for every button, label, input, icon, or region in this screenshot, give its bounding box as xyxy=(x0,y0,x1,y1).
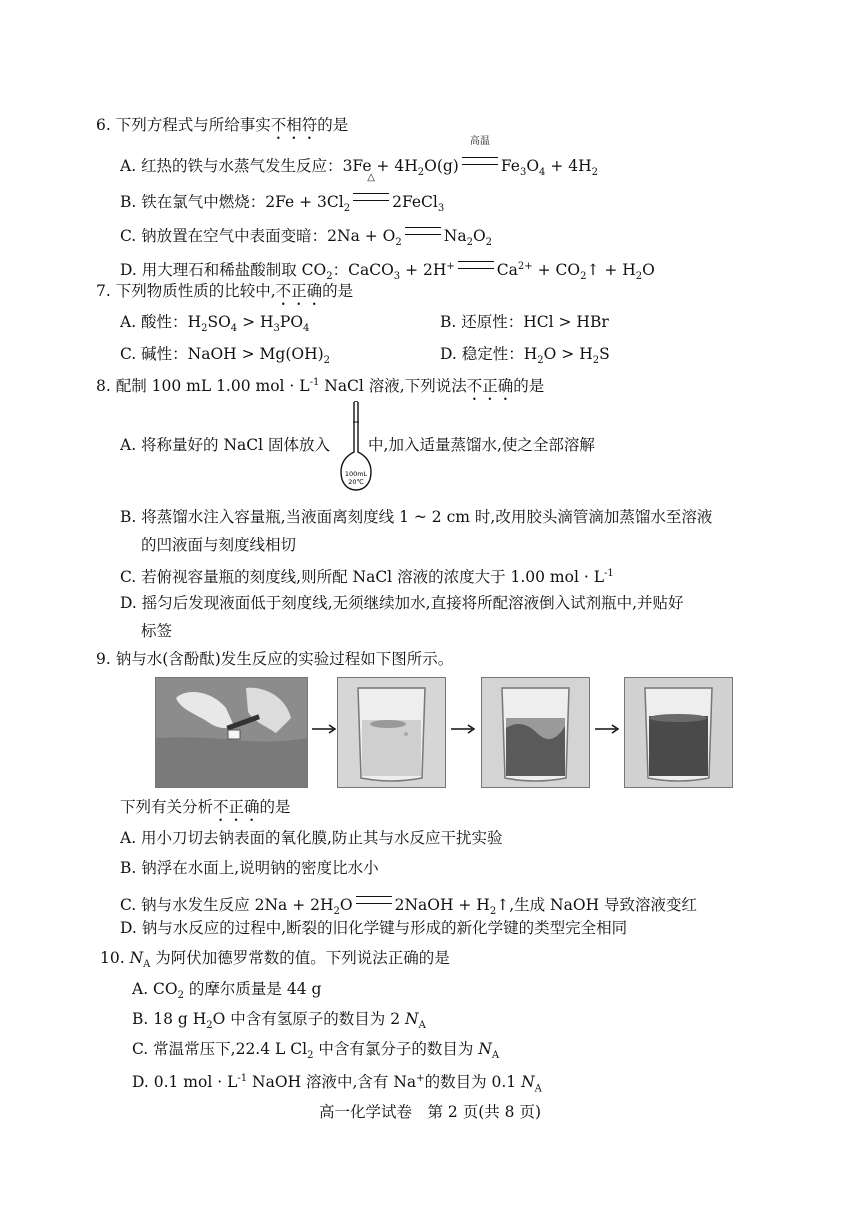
beaker-3-image xyxy=(625,678,732,787)
photo-beaker-3 xyxy=(624,677,733,788)
page-footer: 高一化学试卷 第 2 页(共 8 页) xyxy=(318,1103,542,1121)
q6-option-d: D. 用大理石和稀盐酸制取 $CO_2$：CaCO$_3$ + 2H+ $Ca^{2+}$ + $CO_2↑ + H_2O$ xyxy=(120,260,655,283)
q6-option-a: A. 红热的铁与水蒸气发生反应：$3Fe + 4H_2O(g)$ 高温 $Fe_3O_4 + 4H_2$ xyxy=(120,136,599,179)
q10-option-c: C. 常温常压下,22.4 L $Cl_2$ 中含有氯分子的数目为 $N_A$ xyxy=(132,1040,500,1062)
volumetric-flask-icon xyxy=(338,400,374,492)
q8-stem: 8. 配制 100 mL 1.00 mol · $L^{-1}$ NaCl 溶液,下列说法不正确的是 xyxy=(96,377,545,396)
q8-option-d-line2: 标签 xyxy=(141,622,173,640)
q8-option-c: C. 若俯视容量瓶的刻度线,则所配 NaCl 溶液的浓度大于 1.00 mol · $L^{-1}$ xyxy=(120,568,614,587)
q9-stem: 9. 钠与水(含酚酞)发生反应的实验过程如下图所示。 xyxy=(96,650,454,668)
q9-option-b: B. 钠浮在水面上,说明钠的密度比水小 xyxy=(120,859,379,877)
q9-option-a: A. 用小刀切去钠表面的氧化膜,防止其与水反应干扰实验 xyxy=(120,829,503,847)
q8-option-d-line1: D. 摇匀后发现液面低于刻度线,无须继续加水,直接将所配溶液倒入试剂瓶中,并贴好 xyxy=(120,594,684,612)
photo-beaker-1 xyxy=(337,677,446,788)
q8-option-a: A. 将称量好的 NaCl 固体放入 中,加入适量蒸馏水,使之全部溶解 xyxy=(120,436,595,454)
q6-option-c: C. 钠放置在空气中表面变暗：$2Na + O_2$ $Na_2O_2$ xyxy=(120,227,493,249)
arrow-right-icon xyxy=(594,722,620,736)
beaker-1-image xyxy=(338,678,445,787)
beaker-2-image xyxy=(482,678,589,787)
q7-stem: 7. 下列物质性质的比较中,不正确的是 xyxy=(96,282,354,300)
q10-option-d: D. 0.1 mol · $L^{-1}$ NaOH 溶液中,含有 Na+的数目为 0.1 $N_A$ xyxy=(132,1073,542,1095)
q7-option-c: C. 碱性：NaOH > $Mg(OH)_2$ xyxy=(120,345,331,367)
q9-sub-stem: 下列有关分析不正确的是 xyxy=(120,798,291,816)
q7-option-d: D. 稳定性：$H_2O > H_2S$ xyxy=(440,345,610,367)
photo-beaker-2 xyxy=(481,677,590,788)
q10-stem: 10. $N_A$ 为阿伏加德罗常数的值。下列说法正确的是 xyxy=(100,949,450,971)
q6-stem: 6. 下列方程式与所给事实不相符的是 xyxy=(96,116,349,134)
photo-cutting-sodium xyxy=(155,677,308,788)
q7-option-b: B. 还原性：HCl > HBr xyxy=(440,313,609,331)
q7-option-a: A. 酸性：$H_2SO_4 > H_3PO_4$ xyxy=(120,313,310,335)
arrow-right-icon xyxy=(311,722,337,736)
flask-volume-label: 100mL xyxy=(344,470,368,478)
q8-option-b-line1: B. 将蒸馏水注入容量瓶,当液面离刻度线 1 ~ 2 cm 时,改用胶头滴管滴加蒸馏水至溶液 xyxy=(120,508,713,526)
q8-option-b-line2: 的凹液面与刻度线相切 xyxy=(141,536,297,554)
q9-option-c: C. 钠与水发生反应 $2Na + 2H_2O$ 2NaOH + $H_2↑$,生成 NaOH 导致溶液变红 xyxy=(120,896,698,918)
q9-option-d: D. 钠与水反应的过程中,断裂的旧化学键与形成的新化学键的类型完全相同 xyxy=(120,919,628,937)
cutting-sodium-image xyxy=(156,678,307,787)
q6-option-b: B. 铁在氯气中燃烧：$2Fe + 3Cl_2$ △ 2FeCl$_3$ xyxy=(120,172,445,215)
q10-option-b: B. 18 g $H_2O$ 中含有氢原子的数目为 2 $N_A$ xyxy=(132,1010,426,1032)
q10-option-a: A. $CO_2$ 的摩尔质量是 44 g xyxy=(132,980,322,1002)
arrow-right-icon xyxy=(450,722,476,736)
flask-temp-label: 20℃ xyxy=(348,478,364,486)
